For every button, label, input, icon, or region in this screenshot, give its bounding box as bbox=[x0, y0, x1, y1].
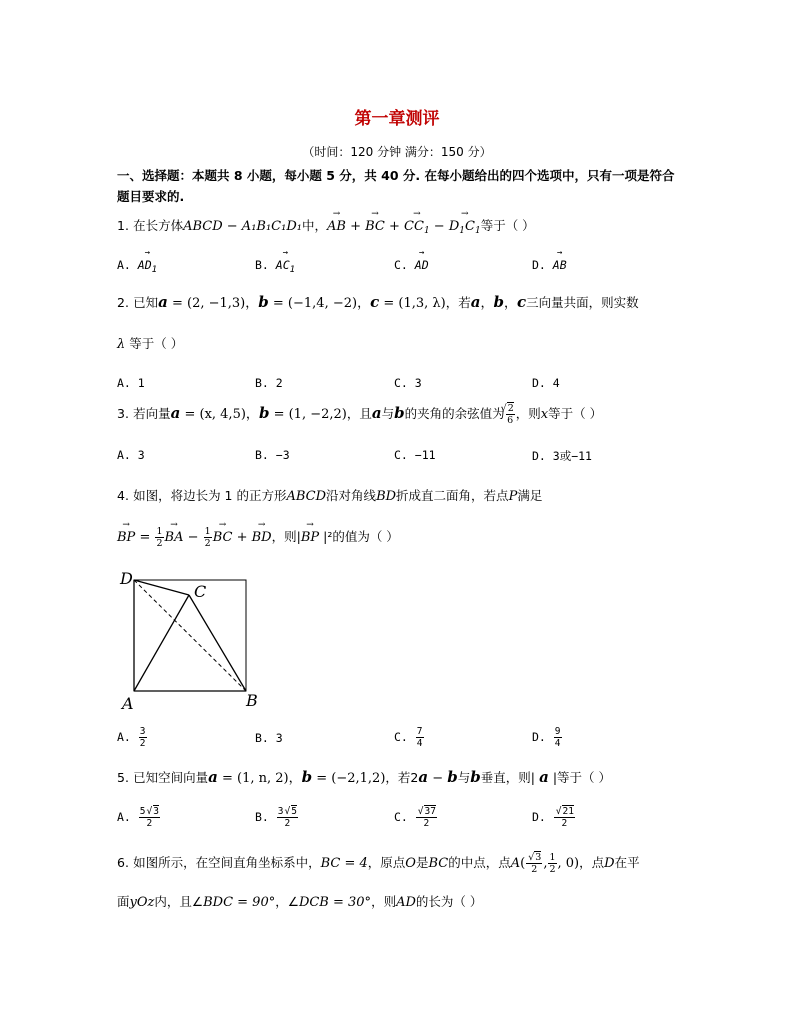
edge-cb bbox=[189, 595, 246, 691]
q5-option-d: D. √ $\frac{21}{2}$ bbox=[532, 806, 576, 829]
q2-option-c: C. 3 bbox=[394, 376, 422, 390]
label-d: D bbox=[120, 569, 133, 588]
q2-option-a: A. 1 bbox=[117, 376, 145, 390]
q5-option-b: B. $\frac{3√ 5}{2}$ bbox=[255, 806, 299, 829]
q4-option-d: D. $\frac{9}{4}$ bbox=[532, 726, 561, 749]
section-instructions: 一、选择题：本题共 8 小题，每小题 5 分，共 40 分. 在每小题给出的四个选项中，只有一项是符合题目要求的. bbox=[117, 168, 675, 204]
q4-figure bbox=[112, 567, 258, 716]
question-4: 4. 如图，将边长为 1 的正方形ABCD沿对角线BD折成直二面角，若点P满足 bbox=[117, 488, 543, 504]
q2-option-b: B. 2 bbox=[255, 376, 283, 390]
q4-option-b: B. 3 bbox=[255, 731, 283, 745]
exam-subtitle: （时间：120 分钟 满分：150 分） bbox=[302, 145, 492, 159]
label-a: A bbox=[122, 694, 134, 713]
q3-option-a: A. 3 bbox=[117, 448, 145, 462]
q5-option-a: A. $\frac{5√ 3}{2}$ bbox=[117, 806, 161, 829]
q2-option-d: D. 4 bbox=[532, 376, 560, 390]
question-2-line-2: λ 等于（ ） bbox=[117, 336, 184, 352]
question-6: 6. 如图所示，在空间直角坐标系中，BC = 4，原点O是BC的中点，点A( √ $\frac{3}{2}$ , $\frac{1}{2}$ , 0)，点D在平 bbox=[117, 852, 640, 875]
q5-option-c: C. √ $\frac{37}{2}$ bbox=[394, 806, 438, 829]
q3-option-b: B. −3 bbox=[255, 448, 290, 462]
q1-option-a: A. → $AD_1$ bbox=[117, 258, 157, 275]
q1-option-c: C. → AD bbox=[394, 258, 429, 272]
question-3: 3. 若向量a = (x, 4,5)，b = (1, −2,2)，且a与b的夹角的余弦值为 √ $\frac{2}{6}$ ，则x等于（ ） bbox=[117, 403, 602, 426]
q4-option-a: A. $\frac{3}{2}$ bbox=[117, 726, 146, 749]
q1-option-d: D. → AB bbox=[532, 258, 567, 272]
label-c: C bbox=[194, 582, 207, 601]
edge-dc bbox=[134, 580, 189, 595]
q3-option-d: D. 3或−11 bbox=[532, 449, 592, 463]
page-title: 第一章测评 bbox=[354, 109, 440, 129]
question-4-line-2: → BP = $\frac{1}{2}$ → BA − $\frac{1}{2}$ → BC + → BD，则|→ BP |²的值为（ ） bbox=[117, 526, 399, 549]
cosine-fraction: √ $\frac{2}{6}$ bbox=[506, 403, 515, 426]
q3-option-c: C. −11 bbox=[394, 448, 436, 462]
q4-option-c: C. $\frac{7}{4}$ bbox=[394, 726, 423, 749]
q1-option-b: B. → $AC_1$ bbox=[255, 258, 295, 275]
question-5: 5. 已知空间向量a = (1, n, 2)，b = (−2,1,2)，若2a − b与b垂直，则| a |等于（ ） bbox=[117, 768, 612, 786]
question-2: 2. 已知a = (2, −1,3)，b = (−1,4, −2)，c = (1,3, λ)，若a，b，c三向量共面，则实数 bbox=[117, 293, 639, 311]
question-6-line-2: 面yOz内，且∠BDC = 90°，∠DCB = 30°，则AD的长为（ ） bbox=[117, 894, 483, 910]
question-1: 1. 在长方体ABCD − A₁B₁C₁D₁中，→ AB + → BC + → $CC_1$ − → $D_1C_1$等于（ ） bbox=[117, 216, 535, 236]
label-b: B bbox=[246, 691, 258, 710]
edge-ac bbox=[134, 595, 189, 691]
